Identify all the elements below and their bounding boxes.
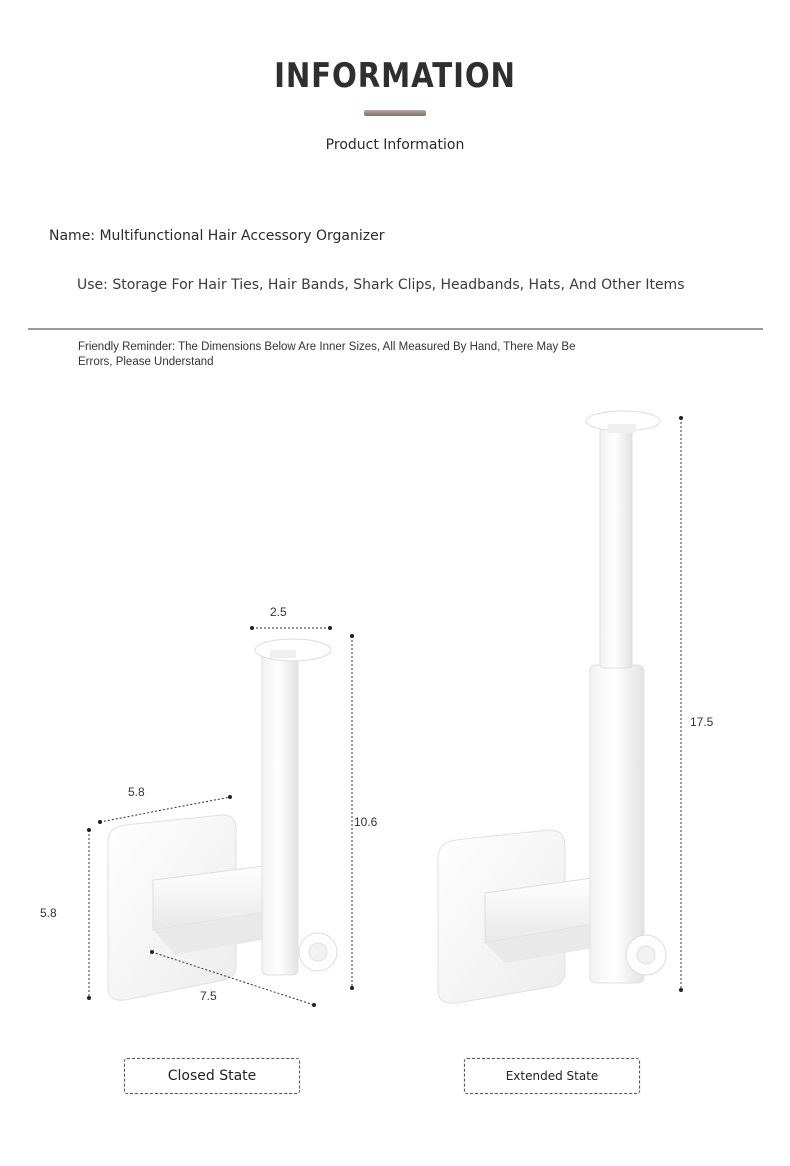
product-name: Name: Multifunctional Hair Accessory Organizer (49, 228, 385, 244)
friendly-reminder: Friendly Reminder: The Dimensions Below Are Inner Sizes, All Measured By Hand, There May Be Errors, Please Understand (78, 341, 576, 368)
dim-plate-height: 5.8 (40, 906, 57, 920)
closed-state-label: Closed State (167, 1068, 257, 1084)
dim-closed-height: 10.6 (354, 815, 378, 829)
product-use: Use: Storage For Hair Ties, Hair Bands, Shark Clips, Headbands, Hats, And Other Items (77, 277, 685, 293)
closed-state-product (108, 639, 337, 1000)
dim-plate-width: 5.8 (128, 785, 145, 799)
divider (28, 328, 763, 330)
page-title: INFORMATION (274, 56, 516, 96)
title-accent-bar (364, 110, 426, 116)
product-illustration (0, 380, 790, 1060)
dim-extended-height: 17.5 (690, 715, 714, 729)
extended-state-label-box (464, 1058, 640, 1094)
extended-state-product (438, 411, 666, 1003)
page-subtitle: Product Information (325, 137, 465, 153)
closed-state-label-box (124, 1058, 300, 1094)
dim-arm-length: 7.5 (200, 989, 217, 1003)
dim-top-width: 2.5 (270, 605, 287, 619)
extended-state-label: Extended State (505, 1069, 599, 1083)
